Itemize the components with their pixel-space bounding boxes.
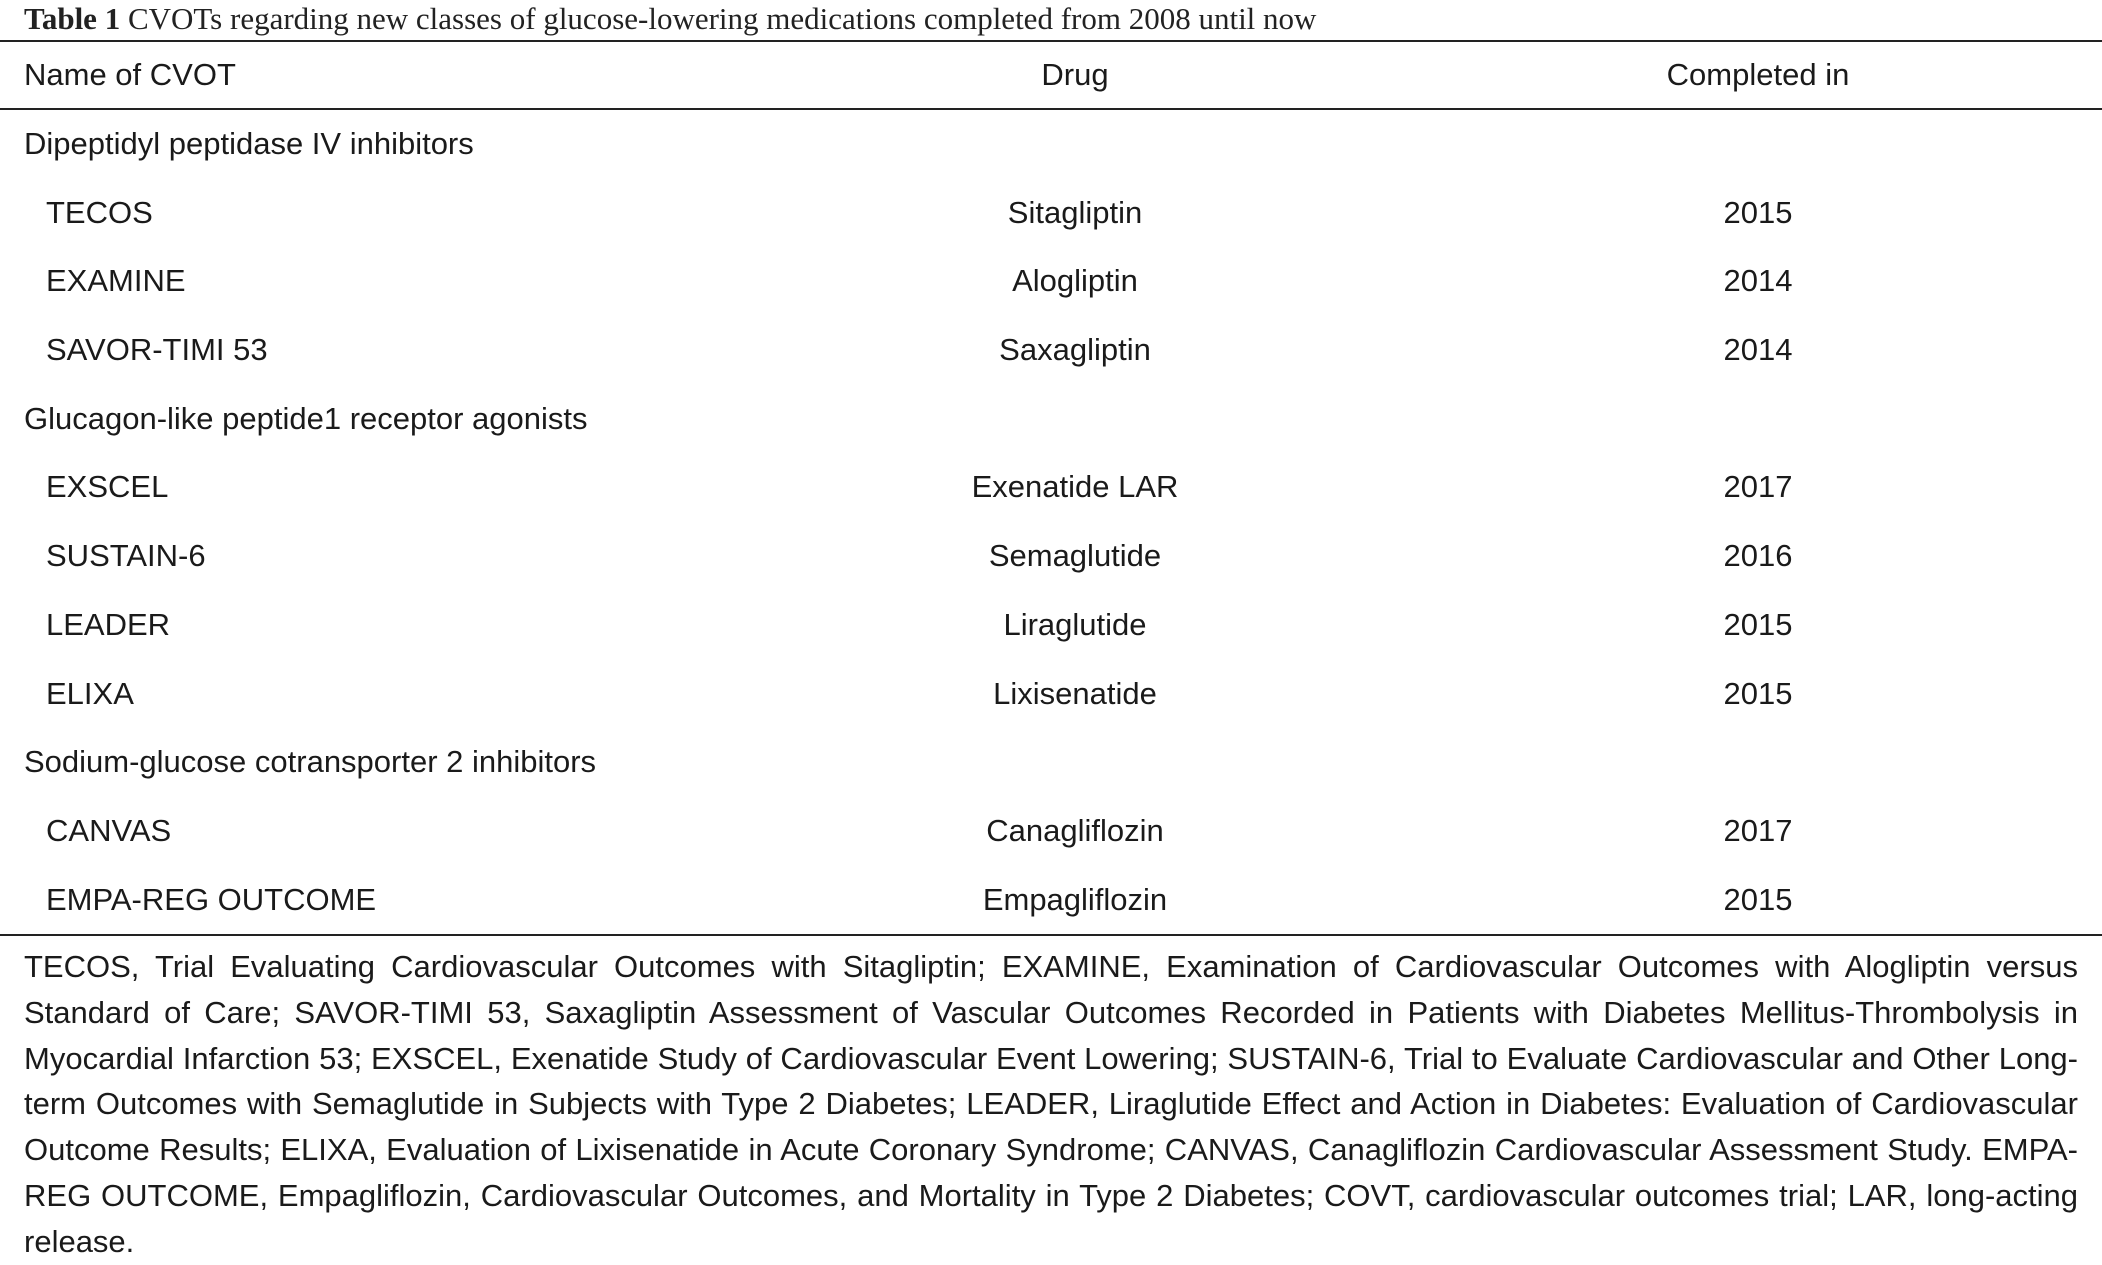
- cell-name: SUSTAIN-6: [46, 538, 206, 574]
- cell-drug: Semaglutide: [988, 538, 1162, 574]
- cell-drug: Alogliptin: [1012, 263, 1138, 299]
- table-row: [0, 866, 2102, 935]
- group-row: [0, 385, 2102, 454]
- table-row: [0, 660, 2102, 729]
- header-name-of-cvot: Name of CVOT: [24, 57, 236, 92]
- cell-drug: Empagliflozin: [982, 881, 1168, 917]
- table-row: [0, 316, 2102, 385]
- header-drug: Drug: [1041, 57, 1109, 92]
- cell-year: 2016: [1723, 538, 1793, 574]
- cell-year: 2017: [1723, 812, 1793, 848]
- table-caption-label: Table 1: [24, 1, 121, 36]
- table-row: [0, 179, 2102, 248]
- cvot-table: [0, 40, 2102, 936]
- group-row: [0, 728, 2102, 797]
- cell-year: 2015: [1723, 606, 1793, 642]
- table-row: [0, 522, 2102, 591]
- table-header-row: [0, 42, 2102, 108]
- cell-drug: Exenatide LAR: [971, 469, 1179, 505]
- cell-year: 2017: [1723, 469, 1793, 505]
- cell-name: SAVOR-TIMI 53: [46, 332, 268, 368]
- table-caption: [24, 2, 1316, 36]
- cell-name: TECOS: [46, 194, 153, 230]
- table-caption-text: CVOTs regarding new classes of glucose-lowering medications completed from 2008 until now: [127, 1, 1317, 36]
- group-title: Sodium-glucose cotransporter 2 inhibitors: [24, 744, 597, 780]
- cell-drug: Saxagliptin: [999, 332, 1151, 368]
- header-completed-in: Completed in: [1666, 57, 1850, 92]
- cell-year: 2015: [1723, 675, 1793, 711]
- cell-name: ELIXA: [46, 675, 134, 711]
- cell-name: EXSCEL: [46, 469, 169, 505]
- group-row: [0, 110, 2102, 179]
- group-title: Dipeptidyl peptidase IV inhibitors: [24, 126, 474, 161]
- group-title: Glucagon-like peptide1 receptor agonists: [24, 400, 588, 436]
- cell-drug: Lixisenatide: [993, 675, 1157, 711]
- cell-name: LEADER: [46, 606, 171, 642]
- cell-name: CANVAS: [46, 812, 172, 848]
- table-row: [0, 247, 2102, 316]
- table-row: [0, 453, 2102, 522]
- table-row: [0, 797, 2102, 866]
- cell-year: 2015: [1723, 881, 1793, 917]
- cell-year: 2015: [1723, 194, 1793, 230]
- cell-year: 2014: [1723, 332, 1793, 368]
- table-footnote: TECOS, Trial Evaluating Cardiovascular Outcomes with Sitagliptin; EXAMINE, Examination of Cardiovascular Outcomes with Alogliptin versus Standard of Care; SAVOR-TIMI 53, Saxagliptin Assessment of Vascular Outcomes Recorded in Patients with Diabetes Mellitus-Thrombolysis in Myocardial Infarction 53; EXSCEL, Exenatide Study of Cardiovascular Event Lowering; SUSTAIN-6, Trial to Evaluate Cardiovascular and Other Long-term Outcomes with Semaglutide in Subjects with Type 2 Diabetes; LEADER, Liraglutide Effect and Action in Diabetes: Evaluation of Cardiovascular Outcome Results; ELIXA, Evaluation of Lixisenatide in Acute Coronary Syndrome; CANVAS, Canagliflozin Cardiovascular Assessment Study. EMPA-REG OUTCOME, Empagliflozin, Cardiovascular Outcomes, and Mortality in Type 2 Diabetes; COVT, cardiovascular outcomes trial; LAR, long-acting release.: [24, 949, 2078, 1259]
- cell-name: EXAMINE: [46, 263, 186, 299]
- table-row: [0, 591, 2102, 660]
- cell-name: EMPA-REG OUTCOME: [46, 881, 377, 917]
- cell-drug: Canagliflozin: [986, 812, 1164, 848]
- cell-drug: Sitagliptin: [1007, 194, 1143, 230]
- cell-drug: Liraglutide: [1003, 606, 1147, 642]
- cell-year: 2014: [1723, 263, 1793, 299]
- table-bottom-rule: [0, 934, 2102, 936]
